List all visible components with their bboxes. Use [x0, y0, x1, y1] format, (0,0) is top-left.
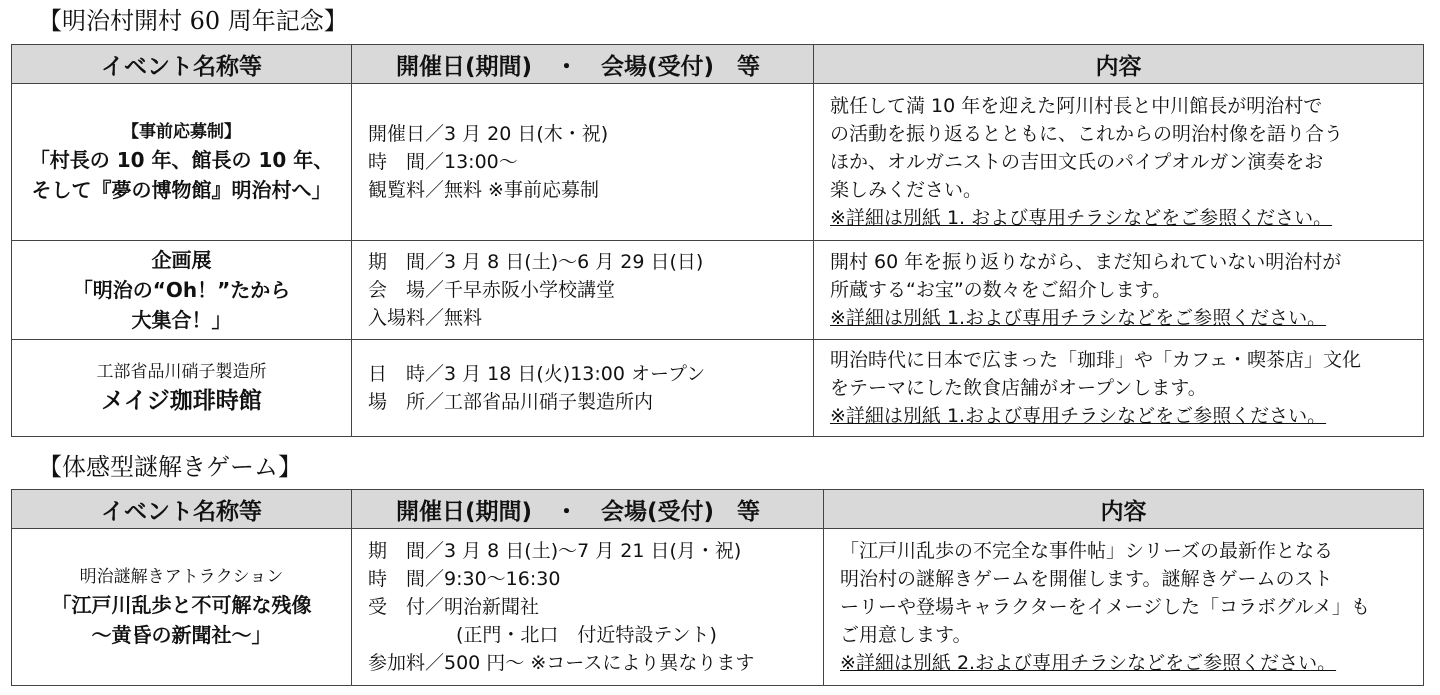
- date-line: 会 場／千早赤阪小学校講堂: [368, 279, 616, 301]
- event-content-cell: [814, 340, 1424, 437]
- content-line: をテーマにした飲食店舗がオープンします。: [830, 377, 1207, 399]
- event-table-mystery-game: [11, 489, 1424, 686]
- header-event-name: イベント名称等: [12, 490, 352, 529]
- content-line: 楽しみください。: [830, 179, 983, 201]
- event-date-cell: [352, 340, 814, 437]
- header-date-venue: 開催日(期間) ・ 会場(受付) 等: [352, 490, 824, 529]
- detail-note: ※詳細は別紙 1. および専用チラシなどをご参照ください。: [830, 207, 1333, 229]
- detail-note: ※詳細は別紙 2.および専用チラシなどをご参照ください。: [840, 652, 1337, 674]
- event-date-cell: [352, 84, 814, 241]
- content-line: 開村 60 年を振り返りながら、まだ知られていない明治村が: [830, 251, 1342, 273]
- date-line: 期 間／3 月 8 日(土)～6 月 29 日(日): [368, 251, 704, 273]
- event-date-cell: [352, 241, 814, 340]
- event-name-cell: [12, 529, 352, 686]
- event-name-line: 【事前応募制】: [122, 122, 241, 142]
- date-line: (正門・北口 付近特設テント): [456, 624, 717, 646]
- event-table-anniversary: [11, 44, 1424, 437]
- date-line: 入場料／無料: [368, 307, 483, 329]
- event-name-cell: [12, 241, 352, 340]
- event-name-line: 明治謎解きアトラクション: [79, 567, 284, 587]
- detail-note: ※詳細は別紙 1.および専用チラシなどをご参照ください。: [830, 307, 1327, 329]
- content-line: の活動を振り返るとともに、これからの明治村像を語り合う: [830, 123, 1344, 145]
- event-content-cell: [814, 84, 1424, 241]
- table-header-row: [12, 490, 1424, 529]
- event-content-cell: [814, 241, 1424, 340]
- event-name-line: 企画展: [151, 248, 212, 272]
- section-title-mystery-game: 【体感型謎解きゲーム】: [38, 453, 302, 481]
- table-row: [12, 529, 1424, 686]
- date-line: 開催日／3 月 20 日(木・祝): [368, 123, 609, 145]
- date-line: 観覧料／無料 ※事前応募制: [368, 179, 599, 201]
- header-content: 内容: [824, 490, 1424, 529]
- event-name-line: 「江戸川乱歩と不可解な残像: [51, 593, 312, 617]
- event-name-line: 「明治の“Oh！”たから: [72, 278, 291, 302]
- event-name-line: 大集合！」: [131, 308, 232, 332]
- event-date-cell: [352, 529, 824, 686]
- header-event-name: イベント名称等: [12, 45, 352, 84]
- date-line: 時 間／13:00～: [368, 151, 518, 173]
- header-content: 内容: [814, 45, 1424, 84]
- event-name-line: そして『夢の博物館』明治村へ」: [31, 178, 332, 202]
- event-content-cell: [824, 529, 1424, 686]
- event-name-line: 工部省品川硝子製造所: [96, 362, 267, 382]
- event-name-cell: [12, 340, 352, 437]
- content-line: 明治時代に日本で広まった「珈琲」や「カフェ・喫茶店」文化: [830, 349, 1362, 371]
- content-line: ご用意します。: [840, 624, 972, 646]
- section-title-anniversary: 【明治村開村 60 周年記念】: [38, 7, 348, 35]
- content-line: 明治村の謎解きゲームを開催します。謎解きゲームのスト: [840, 568, 1333, 590]
- table-row: [12, 241, 1424, 340]
- event-name-line: ～黄昏の新聞社～」: [91, 623, 272, 647]
- detail-note: ※詳細は別紙 1.および専用チラシなどをご参照ください。: [830, 405, 1327, 427]
- date-line: 場 所／工部省品川硝子製造所内: [368, 391, 654, 413]
- event-name-line: メイジ珈琲時館: [101, 388, 262, 414]
- event-name-line: 「村長の 10 年、館長の 10 年、: [29, 148, 334, 172]
- content-line: ほか、オルガニストの吉田文氏のパイプオルガン演奏をお: [830, 151, 1324, 173]
- date-line: 受 付／明治新聞社: [368, 596, 540, 618]
- event-name-cell: [12, 84, 352, 241]
- table-header-row: [12, 45, 1424, 84]
- date-line: 時 間／9:30～16:30: [368, 568, 561, 590]
- content-line: 「江戸川乱歩の不完全な事件帖」シリーズの最新作となる: [840, 540, 1334, 562]
- date-line: 日 時／3 月 18 日(火)13:00 オープン: [368, 363, 706, 385]
- date-line: 参加料／500 円～ ※コースにより異なります: [368, 652, 755, 674]
- header-date-venue: 開催日(期間) ・ 会場(受付) 等: [352, 45, 814, 84]
- table-row: [12, 84, 1424, 241]
- content-line: ーリーや登場キャラクターをイメージした「コラボグルメ」も: [840, 596, 1370, 618]
- content-line: 就任して満 10 年を迎えた阿川村長と中川館長が明治村で: [830, 95, 1323, 117]
- table-row: [12, 340, 1424, 437]
- content-line: 所蔵する“お宝”の数々をご紹介します。: [830, 279, 1172, 301]
- date-line: 期 間／3 月 8 日(土)～7 月 21 日(月・祝): [368, 540, 742, 562]
